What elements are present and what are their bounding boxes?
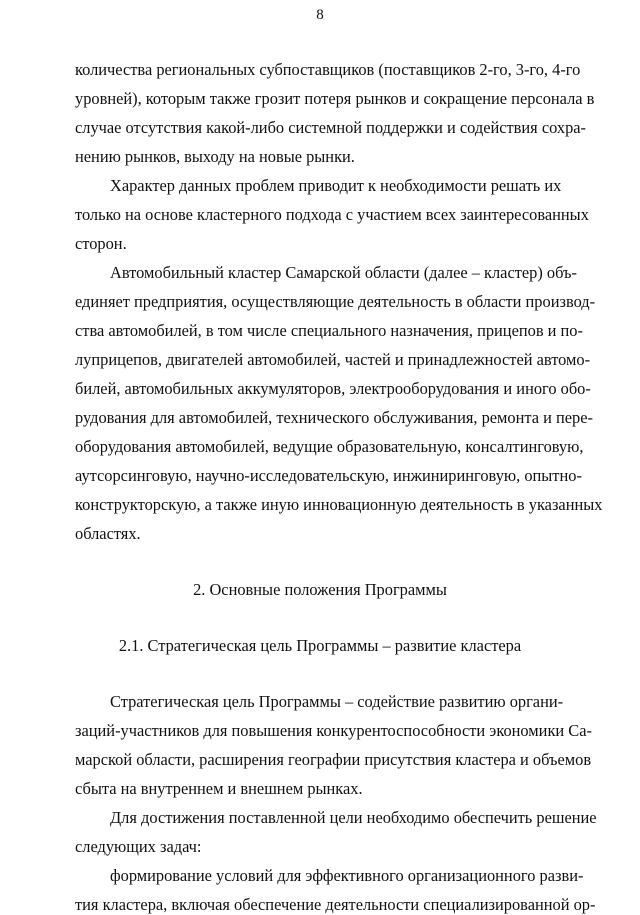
text-line: сторон. — [75, 234, 127, 253]
text-line: нению рынков, выходу на новые рынки. — [75, 147, 355, 166]
text-line: единяет предприятия, осуществляющие деятельность в области производ- — [75, 292, 596, 311]
text-line: уровней), которым также грозит потеря рынков и сокращение персонала в — [75, 89, 595, 108]
text-line: билей, автомобильных аккумуляторов, электрооборудования и иного обо- — [75, 379, 591, 398]
text-line: Стратегическая цель Программы – содействие развитию органи- — [110, 692, 564, 711]
text-line: Характер данных проблем приводит к необходимости решать их — [110, 176, 562, 195]
text-line: сбыта на внутреннем и внешнем рынках. — [75, 779, 363, 798]
text-line: областях. — [75, 524, 141, 543]
text-line: Для достижения поставленной цели необходимо обеспечить решение — [110, 808, 597, 827]
text-line: следующих задач: — [75, 837, 202, 856]
text-line: только на основе кластерного подхода с участием всех заинтересованных — [75, 205, 589, 224]
text-line: конструкторскую, а также иную инновационную деятельность в указанных — [75, 495, 603, 514]
text-line: тия кластера, включая обеспечение деятельности специализированной ор- — [75, 895, 596, 914]
text-line: заций-участников для повышения конкурентоспособности экономики Са- — [75, 721, 592, 740]
text-line: формирование условий для эффективного организационного разви- — [110, 866, 584, 885]
text-line: ства автомобилей, в том числе специального назначения, прицепов и по- — [75, 321, 583, 340]
text-line: рудования для автомобилей, технического обслуживания, ремонта и пере- — [75, 408, 593, 427]
text-line: количества региональных субпоставщиков (поставщиков 2-го, 3-го, 4-го — [75, 60, 581, 79]
text-line: оборудования автомобилей, ведущие образовательную, консалтинговую, — [75, 437, 584, 456]
page-number: 8 — [316, 7, 324, 23]
subsection-heading: 2.1. Стратегическая цель Программы – развитие кластера — [118, 636, 522, 655]
text-line: Автомобильный кластер Самарской области (далее – кластер) объ- — [110, 263, 577, 282]
text-line: случае отсутствия какой-либо системной поддержки и содействия сохра- — [75, 118, 587, 137]
section-heading: 2. Основные положения Программы — [193, 580, 447, 599]
text-line: аутсорсинговую, научно-исследовательскую, инжиниринговую, опытно- — [75, 466, 582, 485]
text-line: марской области, расширения географии присутствия кластера и объемов — [75, 750, 592, 769]
text-line: луприцепов, двигателей автомобилей, частей и принадлежностей автомо- — [75, 350, 591, 369]
